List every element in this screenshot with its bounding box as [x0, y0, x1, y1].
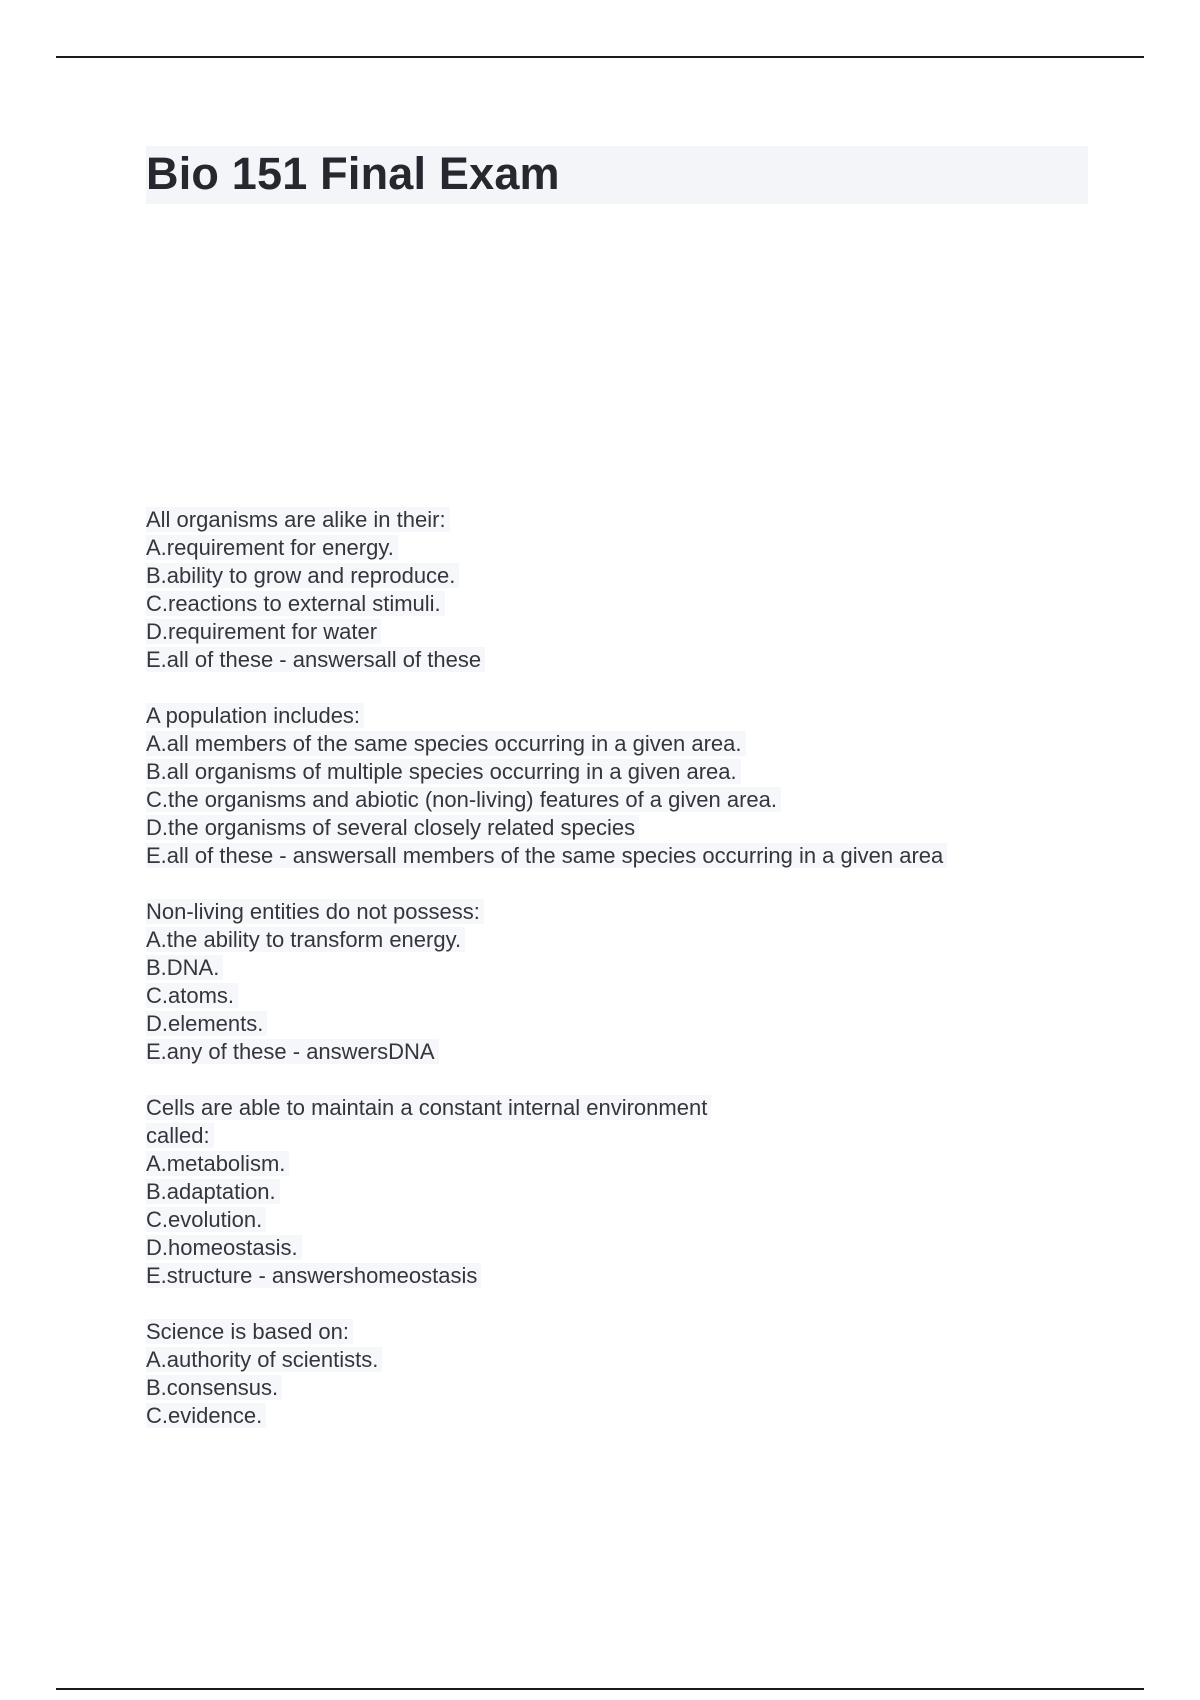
top-divider	[56, 56, 1144, 58]
question-2	[146, 702, 1106, 870]
answer-option-d: D.homeostasis.	[146, 1234, 1106, 1262]
question-list	[146, 506, 1106, 1458]
answer-option-a: A.authority of scientists.	[146, 1346, 1106, 1374]
answer-option-a: A.the ability to transform energy.	[146, 926, 1106, 954]
question-4	[146, 1094, 1106, 1290]
answer-option-a: A.metabolism.	[146, 1150, 1106, 1178]
answer-option-d: D.requirement for water	[146, 618, 1106, 646]
answer-option-a: A.all members of the same species occurring in a given area.	[146, 730, 1106, 758]
answer-option-e: E.all of these - answersall of these	[146, 646, 1106, 674]
answer-option-a: A.requirement for energy.	[146, 534, 1106, 562]
page-title: Bio 151 Final Exam	[146, 148, 560, 199]
question-prompt: Non-living entities do not possess:	[146, 898, 1106, 926]
answer-option-c: C.the organisms and abiotic (non-living) features of a given area.	[146, 786, 1106, 814]
bottom-divider	[56, 1688, 1144, 1690]
answer-option-c: C.evidence.	[146, 1402, 1106, 1430]
question-prompt: Science is based on:	[146, 1318, 1106, 1346]
answer-option-c: C.evolution.	[146, 1206, 1106, 1234]
answer-option-e: E.any of these - answersDNA	[146, 1038, 1106, 1066]
answer-option-b: B.DNA.	[146, 954, 1106, 982]
answer-option-b: B.all organisms of multiple species occurring in a given area.	[146, 758, 1106, 786]
question-5	[146, 1318, 1106, 1430]
question-1	[146, 506, 1106, 674]
answer-option-e: E.structure - answershomeostasis	[146, 1262, 1106, 1290]
answer-option-b: B.ability to grow and reproduce.	[146, 562, 1106, 590]
answer-option-d: D.elements.	[146, 1010, 1106, 1038]
answer-option-b: B.consensus.	[146, 1374, 1106, 1402]
question-3	[146, 898, 1106, 1066]
answer-option-c: C.atoms.	[146, 982, 1106, 1010]
answer-option-b: B.adaptation.	[146, 1178, 1106, 1206]
question-prompt: A population includes:	[146, 702, 1106, 730]
answer-option-c: C.reactions to external stimuli.	[146, 590, 1106, 618]
question-prompt: Cells are able to maintain a constant internal environment	[146, 1094, 1106, 1122]
question-prompt: All organisms are alike in their:	[146, 506, 1106, 534]
question-prompt-continued: called:	[146, 1122, 1106, 1150]
answer-option-e: E.all of these - answersall members of the same species occurring in a given area	[146, 842, 1106, 870]
answer-option-d: D.the organisms of several closely related species	[146, 814, 1106, 842]
